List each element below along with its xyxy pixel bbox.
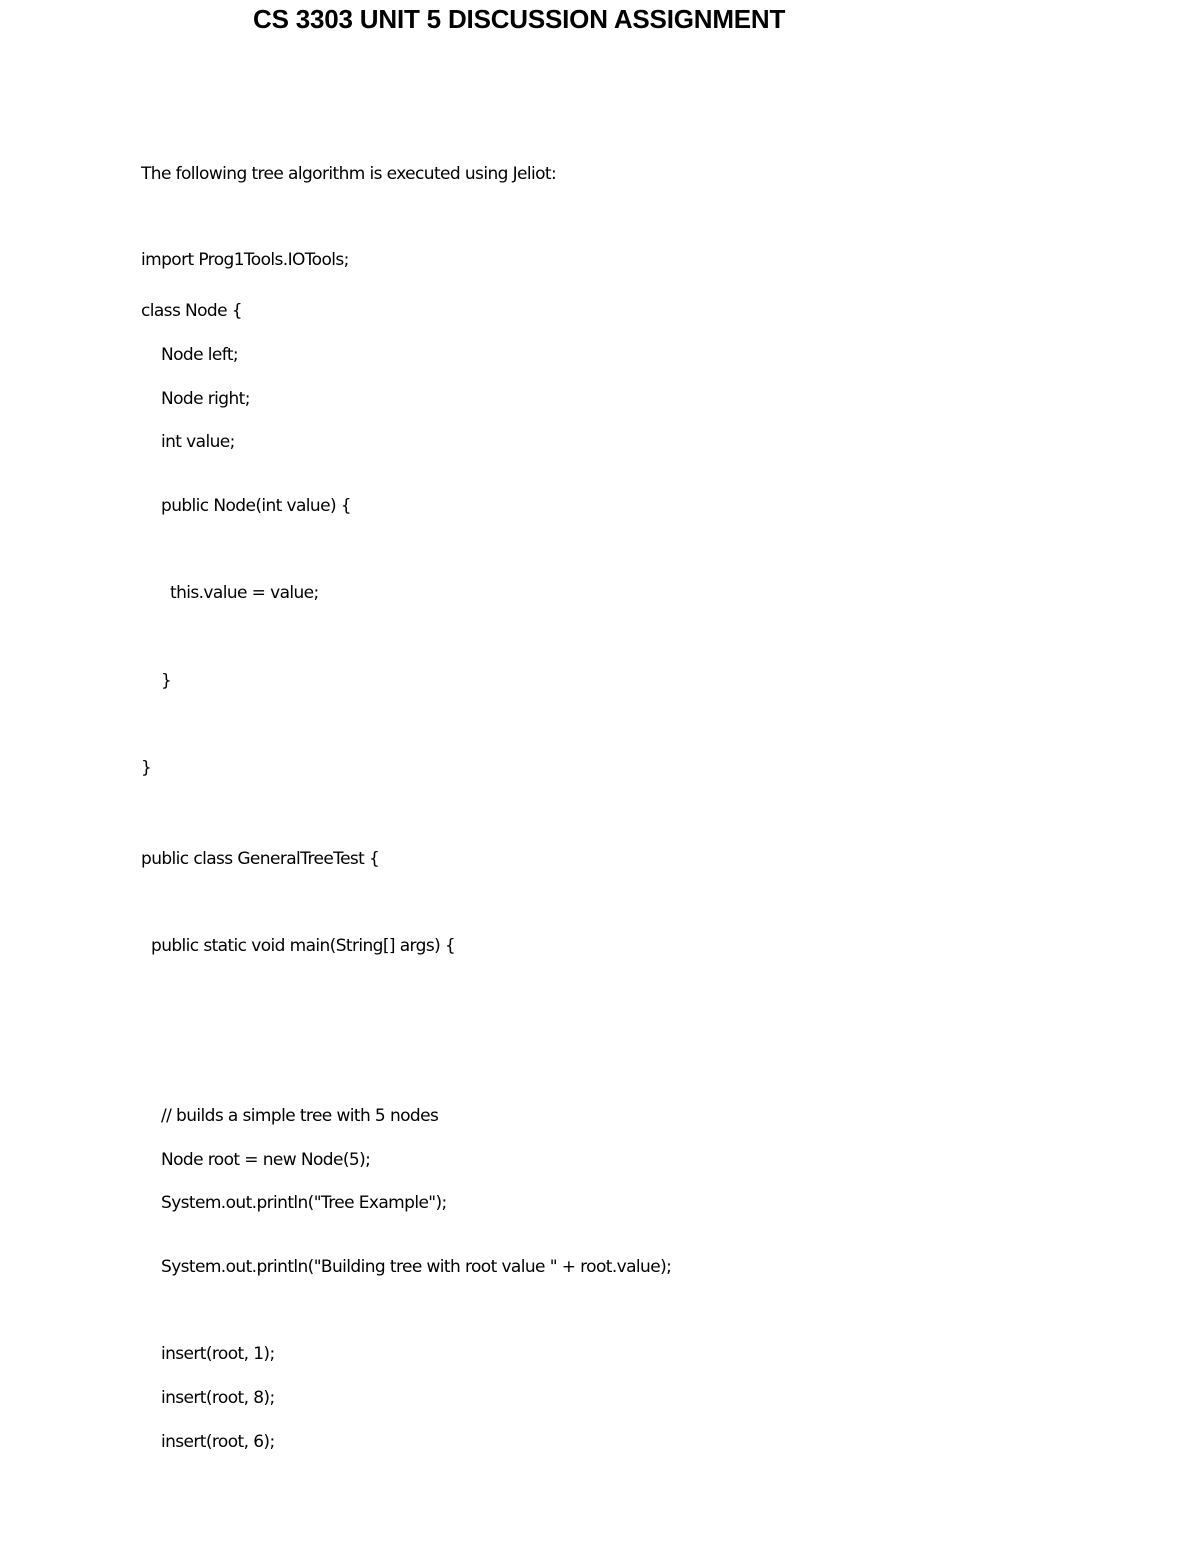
code-line-field-value: int value; bbox=[161, 432, 235, 452]
code-line-class-node-open: class Node { bbox=[141, 301, 242, 321]
code-line-comment: // builds a simple tree with 5 nodes bbox=[161, 1106, 439, 1126]
code-line-insert-1: insert(root, 1); bbox=[161, 1344, 275, 1364]
code-line-constructor-body: this.value = value; bbox=[170, 583, 319, 603]
intro-text: The following tree algorithm is executed using Jeliot: bbox=[141, 164, 557, 184]
code-line-constructor-close: } bbox=[161, 671, 172, 691]
code-line-println-example: System.out.println("Tree Example"); bbox=[161, 1193, 447, 1213]
code-line-field-right: Node right; bbox=[161, 389, 250, 409]
code-line-class-node-close: } bbox=[141, 758, 152, 778]
code-line-constructor-open: public Node(int value) { bbox=[161, 496, 352, 516]
code-line-root-decl: Node root = new Node(5); bbox=[161, 1150, 371, 1170]
code-line-import: import Prog1Tools.IOTools; bbox=[141, 250, 349, 270]
code-line-insert-8: insert(root, 8); bbox=[161, 1388, 275, 1408]
code-line-field-left: Node left; bbox=[161, 345, 239, 365]
code-line-class-test-open: public class GeneralTreeTest { bbox=[141, 849, 380, 869]
code-line-println-building: System.out.println("Building tree with root value " + root.value); bbox=[161, 1257, 672, 1277]
code-line-main-open: public static void main(String[] args) { bbox=[151, 936, 456, 956]
code-line-insert-6: insert(root, 6); bbox=[161, 1432, 275, 1452]
document-title: CS 3303 UNIT 5 DISCUSSION ASSIGNMENT bbox=[253, 4, 786, 34]
